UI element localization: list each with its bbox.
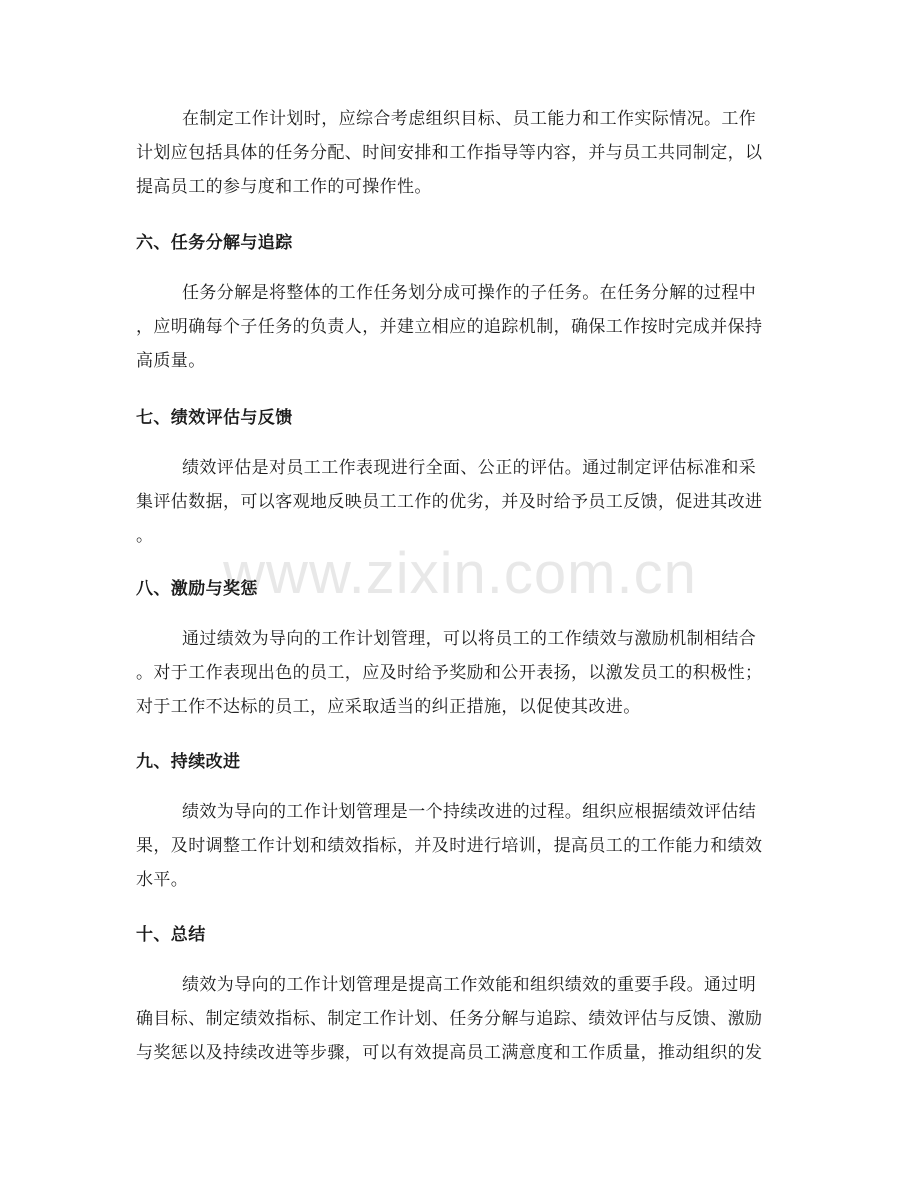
- paragraph-line: 对于工作不达标的员工，应采取适当的纠正措施，以促使其改进。: [136, 697, 641, 717]
- section-heading-10: 十、总结: [136, 925, 206, 945]
- paragraph-section-6: [136, 276, 786, 378]
- section-heading-6: 六、任务分解与追踪: [136, 233, 293, 253]
- paragraph-line: 高质量。: [136, 351, 206, 371]
- watermark-text: www.zixin.com.cn: [223, 541, 697, 606]
- paragraph-line: ，应明确每个子任务的负责人，并建立相应的追踪机制，确保工作按时完成并保持: [136, 317, 763, 337]
- paragraph-line: 确目标、制定绩效指标、制定工作计划、任务分解与追踪、绩效评估与反馈、激励: [136, 1009, 763, 1029]
- paragraph-section-9: [136, 795, 786, 897]
- paragraph-section-10: [136, 968, 786, 1070]
- paragraph-section-8: [136, 622, 786, 724]
- paragraph-section-7: [136, 451, 786, 553]
- paragraph-line: 集评估数据，可以客观地反映员工工作的优劣，并及时给予员工反馈，促进其改进: [136, 492, 763, 512]
- paragraph-line: 与奖惩以及持续改进等步骤，可以有效提高员工满意度和工作质量，推动组织的发: [136, 1043, 763, 1063]
- paragraph-line: 果，及时调整工作计划和绩效指标，并及时进行培训，提高员工的工作能力和绩效: [136, 836, 763, 856]
- paragraph-line: 绩效为导向的工作计划管理是一个持续改进的过程。组织应根据绩效评估结: [182, 802, 757, 822]
- paragraph-line: 水平。: [136, 870, 189, 890]
- paragraph-line: 任务分解是将整体的工作任务划分成可操作的子任务。在任务分解的过程中: [182, 283, 757, 303]
- paragraph-line: 在制定工作计划时，应综合考虑组织目标、员工能力和工作实际情况。工作: [182, 109, 757, 129]
- paragraph-line: 计划应包括具体的任务分配、时间安排和工作指导等内容，并与员工共同制定，以: [136, 143, 763, 163]
- paragraph-line: 绩效为导向的工作计划管理是提高工作效能和组织绩效的重要手段。通过明: [182, 975, 757, 995]
- paragraph-line: 。对于工作表现出色的员工，应及时给予奖励和公开表扬，以激发员工的积极性；: [136, 663, 763, 683]
- paragraph-line: 提高员工的参与度和工作的可操作性。: [136, 177, 432, 197]
- paragraph-line: 绩效评估是对员工工作表现进行全面、公正的评估。通过制定评估标准和采: [182, 458, 757, 478]
- paragraph-line: 。: [136, 526, 154, 546]
- section-heading-8: 八、激励与奖惩: [136, 579, 258, 599]
- paragraph-line: 通过绩效为导向的工作计划管理，可以将员工的工作绩效与激励机制相结合: [182, 629, 757, 649]
- section-heading-7: 七、绩效评估与反馈: [136, 408, 293, 428]
- paragraph-intro: [136, 102, 786, 204]
- section-heading-9: 九、持续改进: [136, 752, 241, 772]
